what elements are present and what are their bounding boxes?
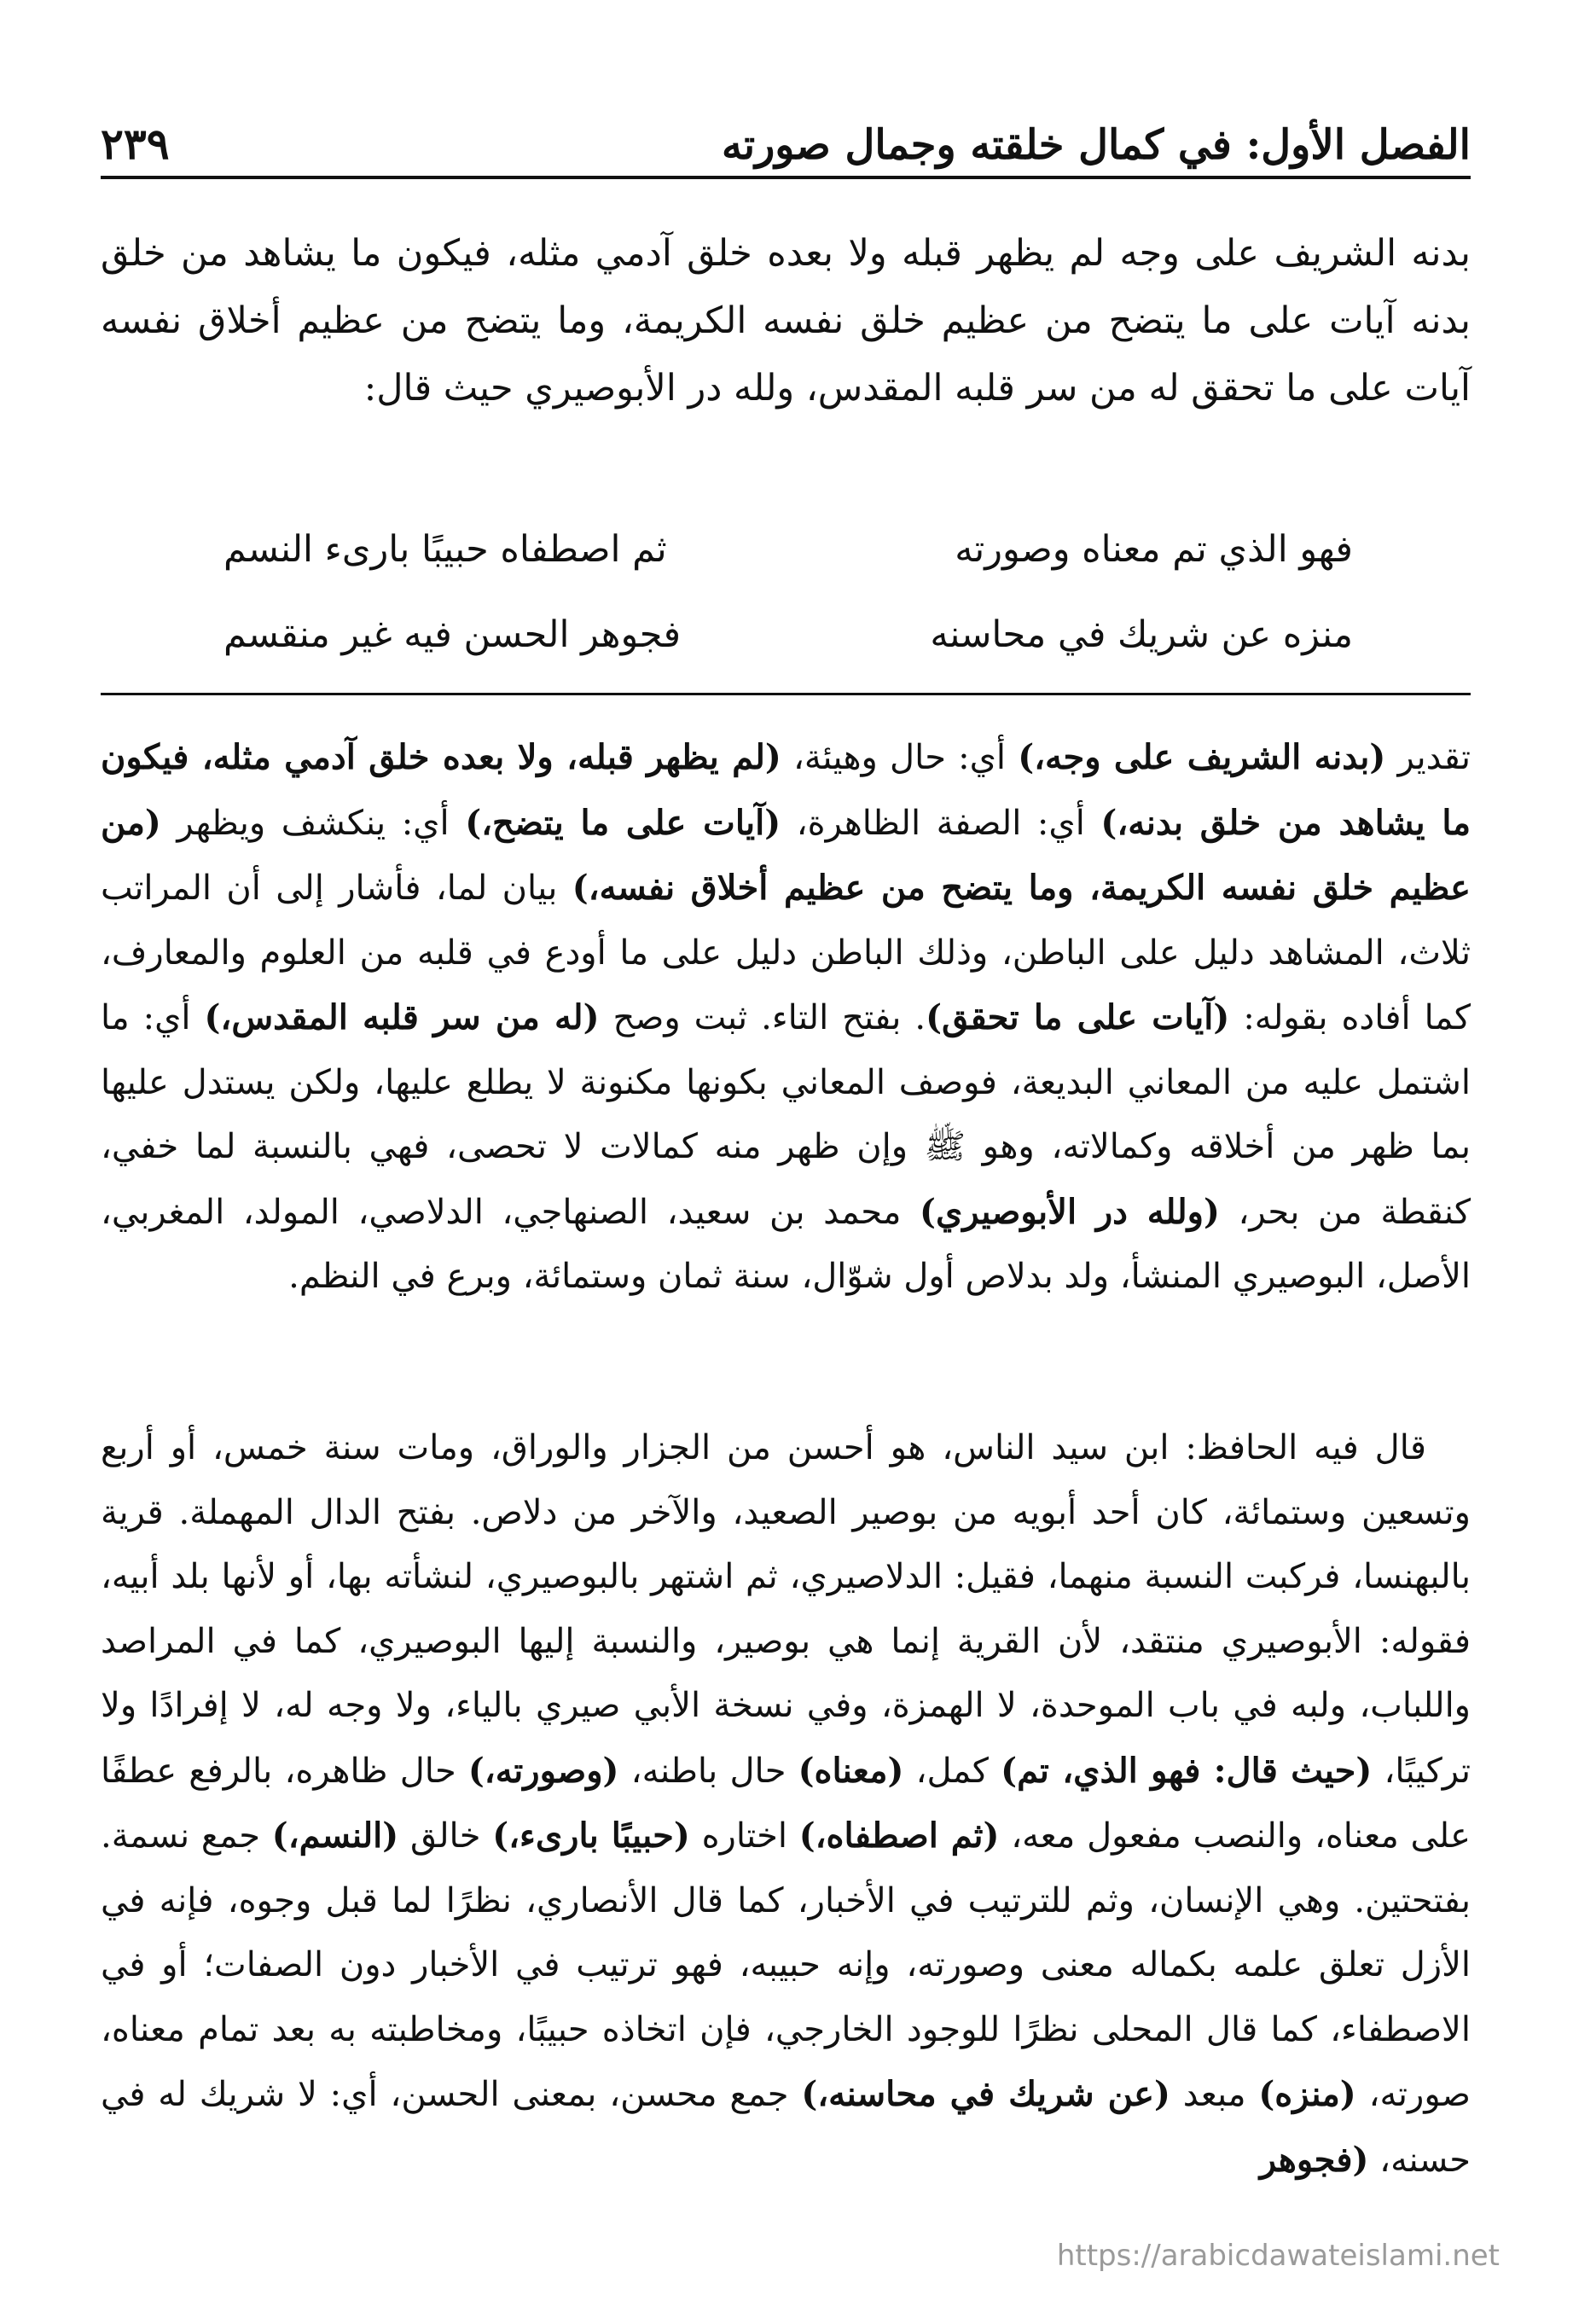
commentary-text: أي: ما اشتمل عليه من المعاني البديعة، فوصف المعاني بكونها مكنونة لا يطلع عليها، ولكن يستدل عليها بما ظهر من أخلاقه وكمالاته، وهو ﷺ وإن ظهر منه كمالات لا تحصى، فهي بالنسبة لما خفي، كنقطة من بحر، <box>101 998 1471 1232</box>
main-text <box>101 220 1471 422</box>
commentary-text: بيان لما، فأشار إلى أن المراتب ثلاث، المشاهد دليل على الباطن، وذلك الباطن دليل على ما أودع في قلبه من العلوم والمعارف، كما أفاده بقوله: <box>101 869 1471 1037</box>
commentary-paragraph <box>101 725 1471 1310</box>
main-paragraph: بدنه الشريف على وجه لم يظهر قبله ولا بعده خلق آدمي مثله، فيكون ما يشاهد من خلق بدنه آيات على ما يتضح من عظيم خلق نفسه الكريمة، وما يتضح من عظيم أخلاق نفسه آيات على ما تحقق له من سر قلبه المقدس، ولله در الأبوصيري حيث قال: <box>101 232 1471 410</box>
commentary-text: خالق <box>398 1816 493 1856</box>
commentary-text: اختاره <box>689 1816 799 1856</box>
commentary-text: . بفتح التاء. ثبت وصح <box>599 998 926 1037</box>
commentary-text: أي: ينكشف ويظهر <box>160 803 466 843</box>
quoted-matn-phrase: (ثم اصطفاه،) <box>798 1816 1000 1856</box>
commentary-text: حال ظاهره، بالرفع عطفًا على معناه، والنصب مفعول معه، <box>101 1751 1471 1856</box>
commentary-text: حال باطنه، <box>618 1751 798 1791</box>
commentary-text: أي: حال وهيئة، <box>781 738 1019 777</box>
website-watermark: https://arabicdawateislami.net <box>1056 2239 1500 2273</box>
quoted-matn-phrase: (عن شريك في محاسنه،) <box>801 2074 1170 2114</box>
commentary-text: كمل، <box>903 1751 1001 1791</box>
quoted-matn-phrase: (منزه) <box>1258 2074 1356 2114</box>
quoted-matn-phrase: (من عظيم خلق نفسه الكريمة، وما يتضح من عظيم أخلاق نفسه،) <box>101 802 1471 908</box>
quoted-matn-phrase: (لم يظهر قبله، ولا بعده خلق آدمي مثله، فيكون ما يشاهد من خلق بدنه،) <box>101 737 1471 843</box>
quoted-matn-phrase: (آيات على ما يتضح،) <box>465 802 781 843</box>
header-rule <box>101 176 1471 179</box>
quoted-matn-phrase: (بدنه الشريف على وجه،) <box>1018 737 1386 777</box>
quoted-matn-phrase: (النسم،) <box>271 1816 399 1856</box>
commentary-paragraph <box>101 1416 1471 2193</box>
commentary-divider <box>101 693 1471 695</box>
commentary-text: قال فيه الحافظ: ابن سيد الناس، هو أحسن من الجزار والوراق، ومات سنة خمس، أو أربع وتسعين وستمائة، كان أحد أبويه من بوصير الصعيد، والآخر من دلاص. بفتح الدال المهملة. قرية بالبهنسا، فركبت النسبة منهما، فقيل: الدلاصيري، ثم اشتهر بالبوصيري، لنشأته بها، أو لأنها بلد أبيه، فقوله: الأبوصيري منتقد، لأن القرية إنما هي بوصير، والنسبة إليها البوصيري، كما في المراصد واللباب، ولبه في باب الموحدة، لا الهمزة، وفي نسخة الأبي صيري بالياء، ولا وجه له، لا إفرادًا ولا تركيبًا، <box>101 1428 1471 1791</box>
chapter-title: الفصل الأول: في كمال خلقته وجمال صورته <box>721 121 1471 169</box>
poem-verse <box>223 515 1353 583</box>
quoted-matn-phrase: (حبيبًا بارىء،) <box>492 1816 690 1856</box>
quoted-matn-phrase: (آيات على ما تحقق) <box>926 997 1230 1037</box>
commentary-text: محمد بن سعيد، الصنهاجي، الدلاصي، المولد، المغربي، الأصل، البوصيري المنشأ، ولد بدلاص أول شوّال، سنة ثمان وستمائة، وبرع في النظم. <box>101 1192 1471 1296</box>
quoted-matn-phrase: (حيث قال: فهو الذي، تم) <box>1001 1750 1373 1791</box>
commentary-text: أي: الصفة الظاهرة، <box>781 803 1101 843</box>
quoted-matn-phrase: (ولله در الأبوصيري) <box>920 1191 1220 1232</box>
commentary-text: تقدير <box>1385 738 1471 777</box>
verse-first-hemistich: فهو الذي تم معناه وصورته <box>955 527 1353 571</box>
commentary-text: مبعد <box>1170 2075 1259 2114</box>
verse-second-hemistich: ثم اصطفاه حبيبًا بارىء النسم <box>223 527 667 571</box>
verse-second-hemistich: فجوهر الحسن فيه غير منقسم <box>223 613 682 656</box>
page-number: ٢٣٩ <box>101 119 170 169</box>
poem-verse <box>223 601 1353 668</box>
commentary-section <box>101 1416 1471 2193</box>
quoted-matn-phrase: (له من سر قلبه المقدس،) <box>204 997 600 1037</box>
verse-first-hemistich: منزه عن شريك في محاسنه <box>930 613 1353 656</box>
quoted-matn-phrase: (وصورته،) <box>467 1750 619 1791</box>
quoted-matn-phrase: (فجوهر <box>1259 2139 1369 2180</box>
commentary-text: جمع محسن، بمعنى الحسن، أي: لا شريك له في حسنه، <box>101 2075 1471 2180</box>
commentary-text: جمع نسمة. بفتحتين. وهي الإنسان، وثم للترتيب في الأخبار، كما قال الأنصاري، نظرًا لما قبل وجوه، فإنه في الأزل تعلق علمه بكماله معنى وصورته، وإنه حبيبه، فهو ترتيب في الأخبار دون الصفات؛ أو في الاصطفاء، كما قال المحلى نظرًا للوجود الخارجي، فإن اتخاذه حبيبًا، ومخاطبته به بعد تمام معناه، صورته، <box>101 1816 1471 2114</box>
quoted-matn-phrase: (معناه) <box>798 1750 904 1791</box>
running-header <box>101 101 1471 169</box>
commentary-section <box>101 725 1471 1310</box>
